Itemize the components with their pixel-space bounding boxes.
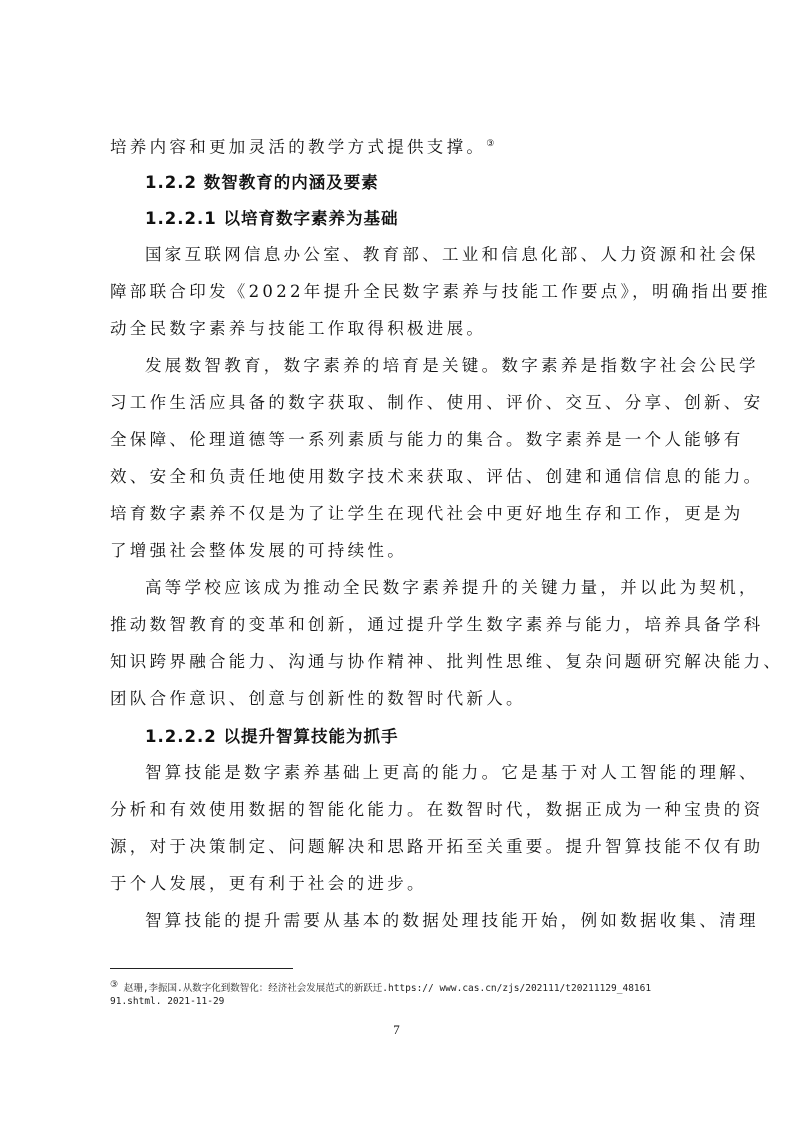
footnote-line (110, 978, 651, 996)
paragraph-line: 源，对于决策制定、问题解决和思路开拓至关重要。提升智算技能不仅有助 (110, 837, 764, 856)
paragraph-line: 知识跨界融合能力、沟通与协作精神、批判性思维、复杂问题研究解决能力、 (110, 652, 784, 671)
subsection-heading: 1.2.2.2 以提升智算技能为抓手 (145, 727, 399, 746)
paragraph-line: 分析和有效使用数据的智能化能力。在数智时代，数据正成为一种宝贵的资 (110, 800, 764, 819)
subsection-heading: 1.2.2.1 以培育数字素养为基础 (145, 209, 399, 228)
paragraph-line: 国家互联网信息办公室、教育部、工业和信息化部、人力资源和社会保 (145, 245, 759, 264)
paragraph-line: 智算技能是数字素养基础上更高的能力。它是基于对人工智能的理解、 (145, 763, 759, 782)
paragraph-line: 智算技能的提升需要从基本的数据处理技能开始，例如数据收集、清理 (145, 911, 759, 930)
paragraph-line: 了增强社会整体发展的可持续性。 (110, 541, 407, 560)
paragraph-line: 团队合作意识、创意与创新性的数智时代新人。 (110, 689, 526, 708)
footnote-marker: ③ (110, 980, 119, 990)
paragraph-line: 于个人发展，更有利于社会的进步。 (110, 874, 427, 893)
paragraph-line: 效、安全和负责任地使用数字技术来获取、评估、创建和通信信息的能力。 (110, 467, 764, 486)
footnote-line: 91.shtml. 2021-11-29 (110, 996, 225, 1007)
footnote-divider (110, 968, 293, 969)
paragraph-line: 培育数字素养不仅是为了让学生在现代社会中更好地生存和工作，更是为 (110, 504, 744, 523)
page-number: 7 (393, 1022, 400, 1037)
paragraph-line: 推动数智教育的变革和创新，通过提升学生数字素养与能力，培养具备学科 (110, 615, 764, 634)
paragraph-line: 全保障、伦理道德等一系列素质与能力的集合。数字素养是一个人能够有 (110, 430, 744, 449)
paragraph-line: 习工作生活应具备的数字获取、制作、使用、评价、交互、分享、创新、安 (110, 393, 764, 412)
paragraph-line: 发展数智教育，数字素养的培育是关键。数字素养是指数字社会公民学 (145, 356, 759, 375)
paragraph-line (110, 133, 685, 159)
text-span: 培养内容和更加灵活的教学方式提供支撑。 (110, 137, 487, 157)
paragraph-line: 障部联合印发《2022年提升全民数字素养与技能工作要点》，明确指出要推 (110, 282, 771, 301)
footnote-reference[interactable]: ③ (486, 139, 495, 149)
footnote-text[interactable]: 赵珊,李振国.从数字化到数智化：经济社会发展范式的新跃迁.https:// www.cas.cn/zjs/202111/t20211129_48161 (123, 983, 652, 995)
section-heading: 1.2.2 数智教育的内涵及要素 (145, 173, 379, 192)
paragraph-line: 动全民数字素养与技能工作取得积极进展。 (110, 319, 487, 338)
paragraph-line: 高等学校应该成为推动全民数字素养提升的关键力量，并以此为契机， (145, 578, 759, 597)
